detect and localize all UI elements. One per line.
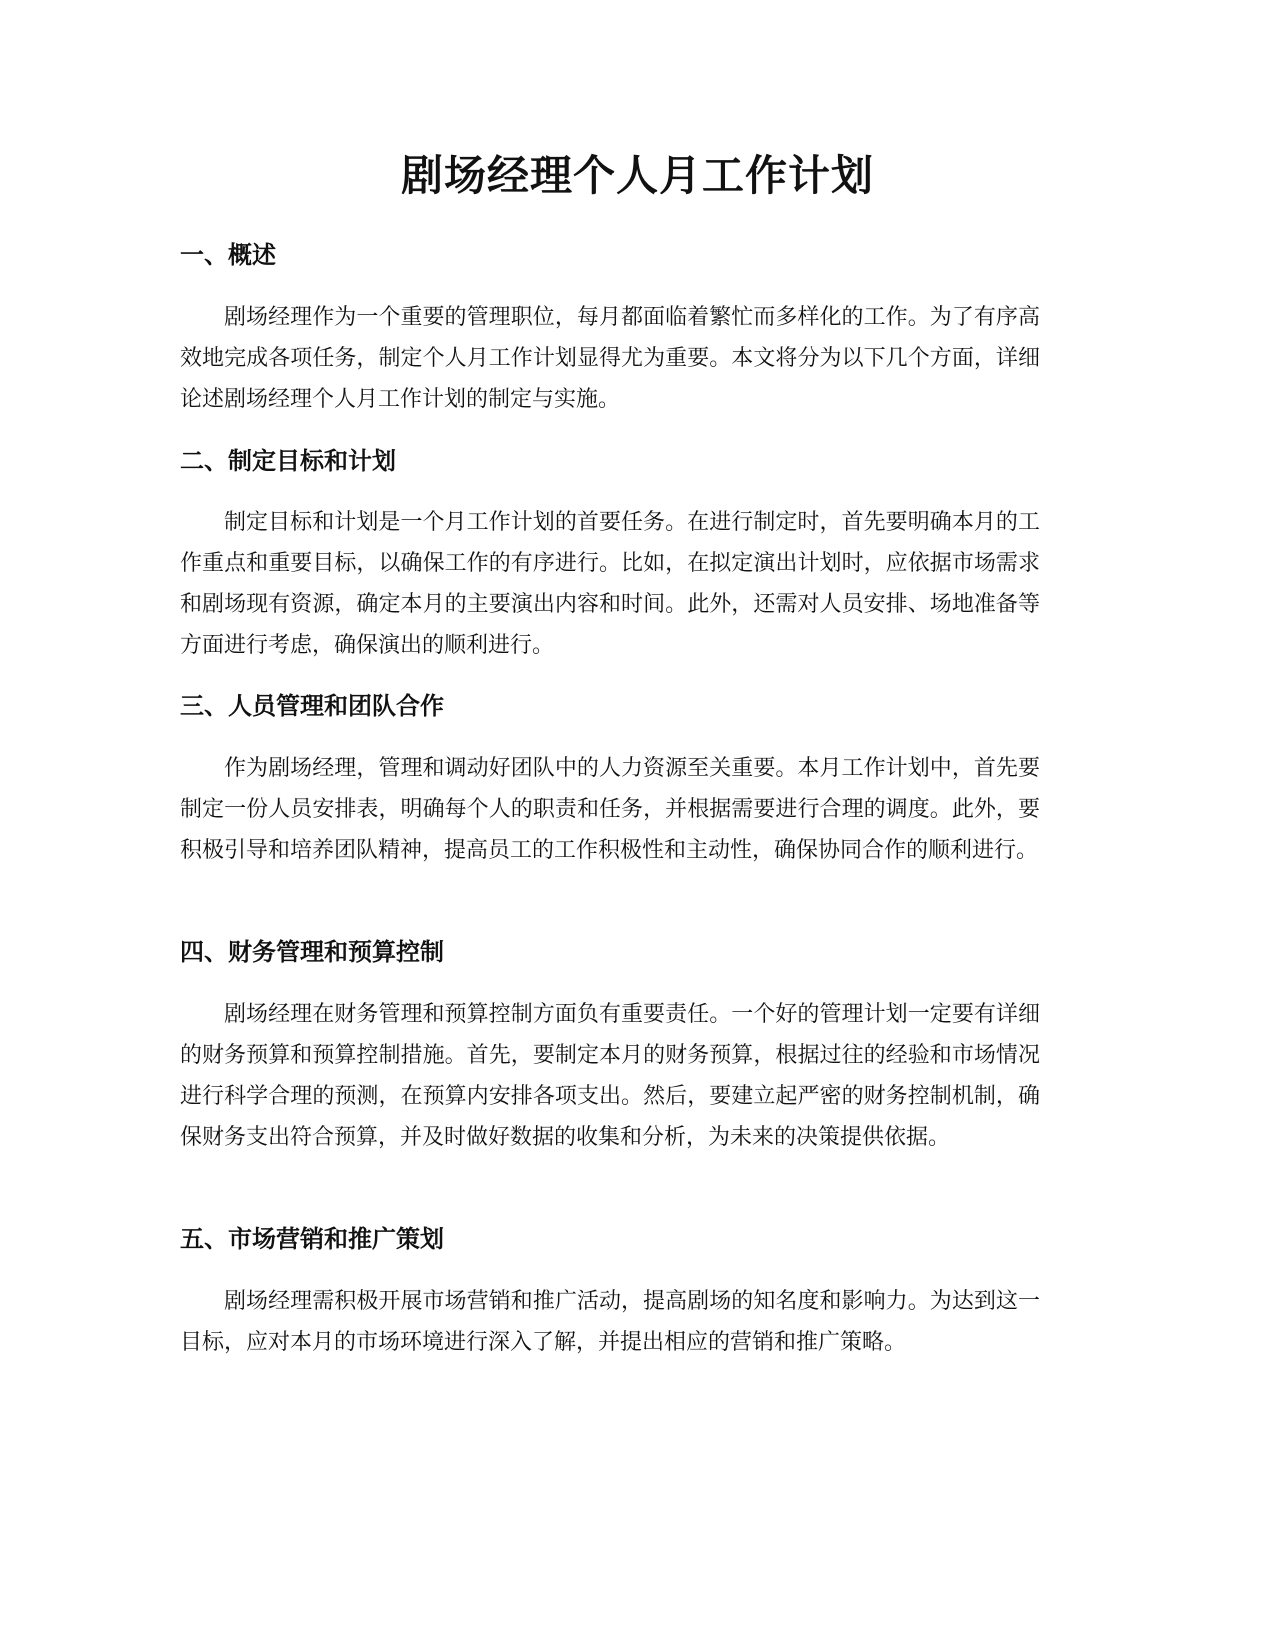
section-body-team: 作为剧场经理，管理和调动好团队中的人力资源至关重要。本月工作计划中，首先要制定一份人员安排表，明确每个人的职责和任务，并根据需要进行合理的调度。此外，要积极引导和培养团队精神，提高员工的工作积极性和主动性，确保协同合作的顺利进行。 xyxy=(180,756,1040,863)
section-body-goals: 制定目标和计划是一个月工作计划的首要任务。在进行制定时，首先要明确本月的工作重点和重要目标，以确保工作的有序进行。比如，在拟定演出计划时，应依据市场需求和剧场现有资源，确定本月的主要演出内容和时间。此外，还需对人员安排、场地准备等方面进行考虑，确保演出的顺利进行。 xyxy=(180,510,1040,658)
section-heading-marketing: 五、市场营销和推广策划 xyxy=(180,1225,444,1253)
section-body-finance: 剧场经理在财务管理和预算控制方面负有重要责任。一个好的管理计划一定要有详细的财务预算和预算控制措施。首先，要制定本月的财务预算，根据过往的经验和市场情况进行科学合理的预测，在预算内安排各项支出。然后，要建立起严密的财务控制机制，确保财务支出符合预算，并及时做好数据的收集和分析，为未来的决策提供依据。 xyxy=(180,1002,1040,1150)
section-body-overview: 剧场经理作为一个重要的管理职位，每月都面临着繁忙而多样化的工作。为了有序高效地完成各项任务，制定个人月工作计划显得尤为重要。本文将分为以下几个方面，详细论述剧场经理个人月工作计划的制定与实施。 xyxy=(180,305,1040,412)
section-heading-overview: 一、概述 xyxy=(180,241,276,269)
section-body-marketing: 剧场经理需积极开展市场营销和推广活动，提高剧场的知名度和影响力。为达到这一目标，应对本月的市场环境进行深入了解，并提出相应的营销和推广策略。 xyxy=(180,1289,1040,1355)
section-heading-finance: 四、财务管理和预算控制 xyxy=(180,938,444,966)
section-heading-team: 三、人员管理和团队合作 xyxy=(180,692,444,720)
document-title: 剧场经理个人月工作计划 xyxy=(400,151,874,200)
section-heading-goals: 二、制定目标和计划 xyxy=(180,447,396,475)
